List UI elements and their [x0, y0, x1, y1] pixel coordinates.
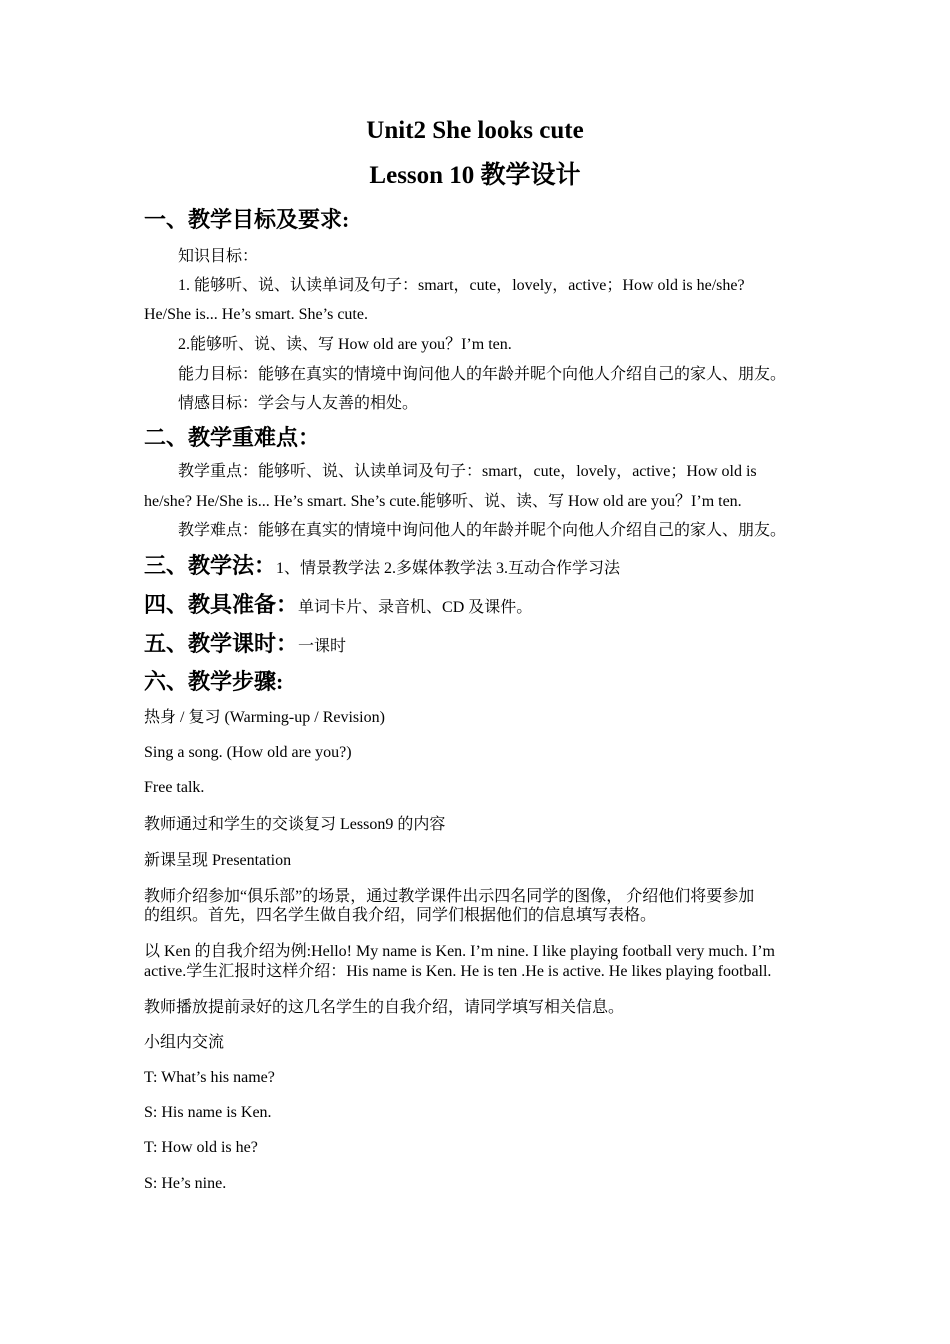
example-paragraph: 以 Ken 的自我介绍为例:Hello! My name is Ken. I’m nine. I like playing football very much. I’m	[144, 943, 775, 960]
materials-heading-label: 四、教具准备：	[144, 592, 299, 617]
presentation-paragraph-cont: 的组织。首先，四名学生做自我介绍，同学们根据他们的信息填写表格。	[144, 907, 657, 924]
step-line: 教师通过和学生的交谈复习 Lesson9 的内容	[144, 816, 446, 833]
section-heading-objectives: 一、教学目标及要求:	[144, 207, 350, 232]
document-title: Unit2 She looks cute	[366, 117, 584, 144]
recording-paragraph: 教师播放提前录好的这几名学生的自我介绍，请同学填写相关信息。	[144, 999, 625, 1016]
dialog-line: S: He’s nine.	[144, 1175, 227, 1192]
section-heading-methods	[144, 551, 620, 584]
section-heading-periods	[144, 629, 346, 662]
methods-heading-label: 三、教学法：	[144, 553, 277, 578]
section-heading-materials	[144, 590, 532, 623]
step-line: 热身 / 复习 (Warming-up / Revision)	[144, 709, 385, 726]
document-subtitle: Lesson 10 教学设计	[369, 162, 581, 189]
objective-item-2: 2.能够听、说、读、写 How old are you？I’m ten.	[178, 336, 512, 353]
section-heading-steps: 六、教学步骤:	[144, 669, 284, 694]
ability-objective: 能力目标：能够在真实的情境中询问他人的年龄并昵个向他人介绍自己的家人、朋友。	[178, 366, 787, 383]
knowledge-label: 知识目标：	[178, 248, 259, 265]
materials-text: 单词卡片、录音机、CD 及课件。	[298, 599, 533, 616]
example-paragraph-cont: active.学生汇报时这样介绍：His name is Ken. He is ten .He is active. He likes playing football.	[144, 963, 772, 980]
dialog-line: T: How old is he?	[144, 1139, 258, 1156]
key-point: 教学重点：能够听、说、认读单词及句子：smart，cute，lovely，active；How old is	[178, 463, 757, 480]
section-heading-key-points: 二、教学重难点：	[144, 425, 321, 450]
presentation-paragraph: 教师介绍参加“俱乐部”的场景，通过教学课件出示四名同学的图像， 介绍他们将要参加	[144, 888, 755, 905]
methods-text: 1、情景教学法 2.多媒体教学法 3.互动合作学习法	[276, 560, 621, 577]
step-line: 新课呈现 Presentation	[144, 852, 292, 869]
step-line: Sing a song. (How old are you?)	[144, 744, 352, 761]
step-line: Free talk.	[144, 779, 205, 796]
emotion-objective: 情感目标：学会与人友善的相处。	[178, 395, 419, 412]
objective-item-1-cont: He/She is... He’s smart. She’s cute.	[144, 306, 368, 323]
dialog-line: S: His name is Ken.	[144, 1104, 272, 1121]
group-exchange: 小组内交流	[144, 1034, 225, 1051]
periods-heading-label: 五、教学课时：	[144, 631, 299, 656]
difficulty-point: 教学难点：能够在真实的情境中询问他人的年龄并昵个向他人介绍自己的家人、朋友。	[178, 522, 787, 539]
dialog-line: T: What’s his name?	[144, 1069, 275, 1086]
periods-text: 一课时	[298, 638, 347, 655]
objective-item-1: 1. 能够听、说、认读单词及句子：smart，cute，lovely，active；How old is he/she?	[178, 277, 745, 294]
key-point-cont: he/she? He/She is... He’s smart. She’s cute.能够听、说、读、写 How old are you？I’m ten.	[144, 493, 742, 510]
